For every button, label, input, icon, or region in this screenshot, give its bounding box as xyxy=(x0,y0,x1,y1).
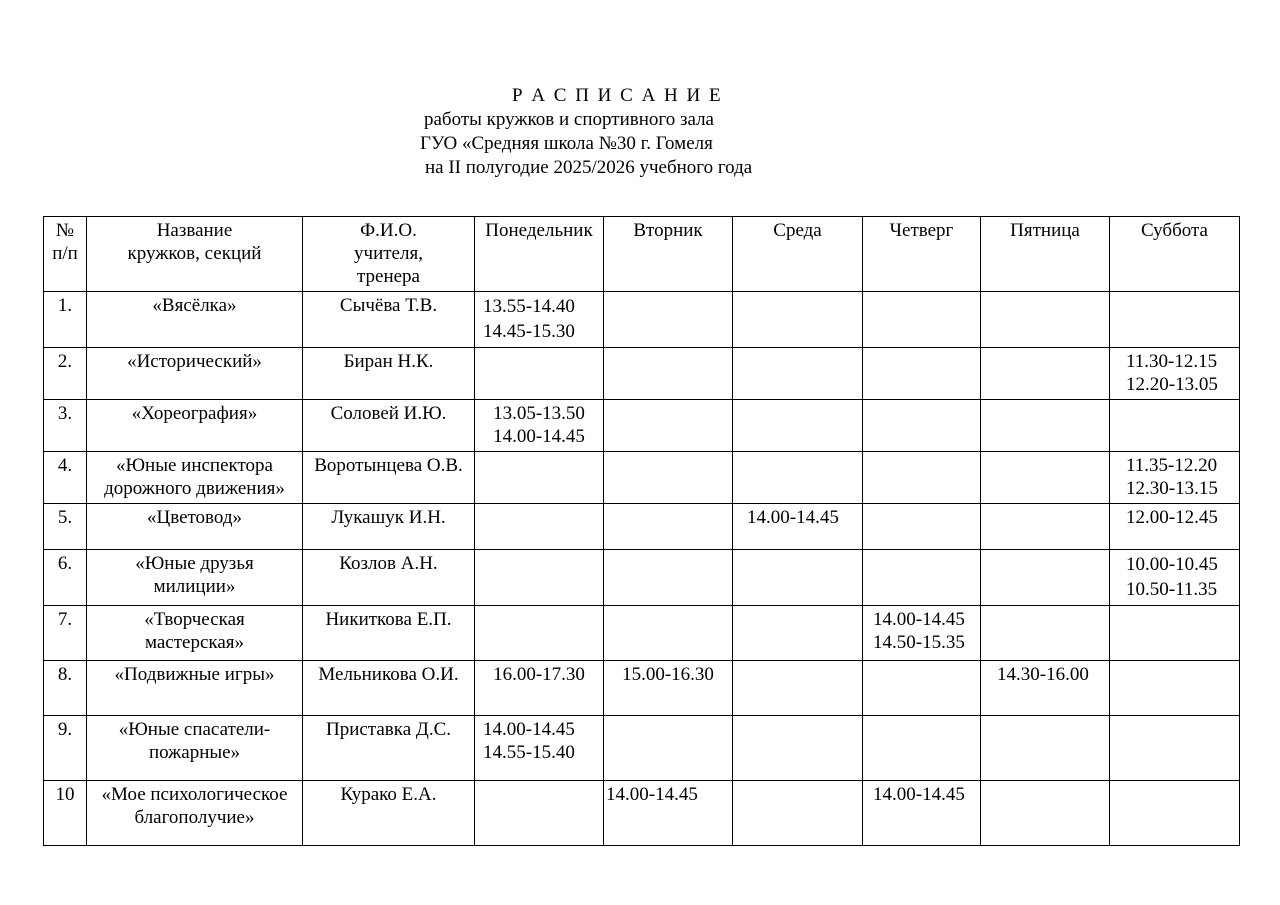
club-name: «Юные спасатели- пожарные» xyxy=(87,716,303,781)
time-slot: 14.00-14.45 xyxy=(873,784,965,805)
time-cell-saturday xyxy=(1110,348,1240,400)
teacher-name: Биран Н.К. xyxy=(303,348,475,400)
time-cell-thursday xyxy=(863,292,981,348)
club-name: «Вясёлка» xyxy=(87,292,303,348)
time-slot: 12.20-13.05 xyxy=(1126,374,1218,395)
table-row xyxy=(44,716,1240,781)
time-cell-friday xyxy=(981,550,1110,606)
time-slot: 11.35-12.20 xyxy=(1126,455,1218,476)
time-cell-friday xyxy=(981,292,1110,348)
time-cell-tuesday xyxy=(604,781,733,846)
table-row xyxy=(44,452,1240,504)
schedule-table xyxy=(43,216,1240,846)
time-cell-saturday xyxy=(1110,292,1240,348)
col-header-tuesday: Вторник xyxy=(604,217,733,292)
time-slot: 14.00-14.45 xyxy=(747,507,839,528)
time-cell-friday xyxy=(981,504,1110,550)
subtitle-line-3: на II полугодие 2025/2026 учебного года xyxy=(425,157,753,178)
time-cell-tuesday xyxy=(604,348,733,400)
table-header-row xyxy=(44,217,1240,292)
time-cell-wednesday xyxy=(733,348,863,400)
time-cell-saturday xyxy=(1110,606,1240,661)
time-cell-friday xyxy=(981,606,1110,661)
club-name: «Подвижные игры» xyxy=(87,661,303,716)
teacher-name: Козлов А.Н. xyxy=(303,550,475,606)
time-cell-saturday xyxy=(1110,452,1240,504)
row-number: 3. xyxy=(44,400,87,452)
time-cell-thursday xyxy=(863,400,981,452)
time-slot: 14.50-15.35 xyxy=(873,632,965,653)
table-row xyxy=(44,348,1240,400)
teacher-name: Курако Е.А. xyxy=(303,781,475,846)
col-header-saturday: Суббота xyxy=(1110,217,1240,292)
time-cell-friday xyxy=(981,452,1110,504)
time-slot: 14.30-16.00 xyxy=(997,664,1089,685)
teacher-name: Сычёва Т.В. xyxy=(303,292,475,348)
teacher-name: Лукашук И.Н. xyxy=(303,504,475,550)
row-number: 8. xyxy=(44,661,87,716)
col-header-teacher: Ф.И.О. учителя, тренера xyxy=(303,217,475,292)
table-row xyxy=(44,400,1240,452)
time-cell-friday xyxy=(981,781,1110,846)
club-name: «Мое психологическое благополучие» xyxy=(87,781,303,846)
time-cell-monday xyxy=(475,606,604,661)
time-cell-saturday xyxy=(1110,400,1240,452)
club-name: «Творческая мастерская» xyxy=(87,606,303,661)
time-cell-wednesday xyxy=(733,452,863,504)
time-cell-tuesday xyxy=(604,606,733,661)
time-cell-monday xyxy=(475,348,604,400)
time-cell-monday xyxy=(475,550,604,606)
time-cell-thursday xyxy=(863,452,981,504)
time-slot: 11.30-12.15 xyxy=(1126,351,1218,372)
row-number: 1. xyxy=(44,292,87,348)
teacher-name: Приставка Д.С. xyxy=(303,716,475,781)
row-number: 9. xyxy=(44,716,87,781)
time-cell-wednesday xyxy=(733,504,863,550)
table-row xyxy=(44,661,1240,716)
time-cell-thursday xyxy=(863,606,981,661)
time-cell-saturday xyxy=(1110,504,1240,550)
time-slot: 10.00-10.45 xyxy=(1126,554,1218,575)
time-cell-thursday xyxy=(863,550,981,606)
club-name: «Юные друзья милиции» xyxy=(87,550,303,606)
col-header-monday: Понедельник xyxy=(475,217,604,292)
time-cell-monday xyxy=(475,716,604,781)
row-number: 2. xyxy=(44,348,87,400)
time-cell-tuesday xyxy=(604,716,733,781)
time-slot: 10.50-11.35 xyxy=(1126,579,1218,600)
time-cell-wednesday xyxy=(733,292,863,348)
club-name: «Юные инспектора дорожного движения» xyxy=(87,452,303,504)
time-cell-saturday xyxy=(1110,781,1240,846)
time-slot: 14.00-14.45 xyxy=(873,609,965,630)
row-number: 4. xyxy=(44,452,87,504)
col-header-name: Название кружков, секций xyxy=(87,217,303,292)
time-cell-saturday xyxy=(1110,716,1240,781)
time-cell-monday xyxy=(475,452,604,504)
time-slot: 14.00-14.45 xyxy=(493,426,585,447)
row-number: 5. xyxy=(44,504,87,550)
time-slot: 16.00-17.30 xyxy=(493,664,585,685)
time-cell-thursday xyxy=(863,504,981,550)
teacher-name: Мельникова О.И. xyxy=(303,661,475,716)
time-slot: 13.55-14.40 xyxy=(483,296,575,317)
row-number: 7. xyxy=(44,606,87,661)
row-number: 10 xyxy=(44,781,87,846)
time-cell-wednesday xyxy=(733,781,863,846)
time-cell-monday xyxy=(475,400,604,452)
time-cell-saturday xyxy=(1110,550,1240,606)
time-cell-tuesday xyxy=(604,452,733,504)
col-header-thursday: Четверг xyxy=(863,217,981,292)
time-slot: 12.00-12.45 xyxy=(1126,507,1218,528)
table-row xyxy=(44,504,1240,550)
table-row xyxy=(44,550,1240,606)
subtitle-line-2: ГУО «Средняя школа №30 г. Гомеля xyxy=(420,133,713,154)
time-slot: 14.00-14.45 xyxy=(483,719,575,740)
time-cell-friday xyxy=(981,716,1110,781)
time-cell-tuesday xyxy=(604,504,733,550)
subtitle-line-1: работы кружков и спортивного зала xyxy=(424,109,714,130)
time-cell-friday xyxy=(981,348,1110,400)
time-slot: 12.30-13.15 xyxy=(1126,478,1218,499)
time-slot: 14.55-15.40 xyxy=(483,742,575,763)
time-cell-wednesday xyxy=(733,400,863,452)
col-header-num: № п/п xyxy=(44,217,87,292)
teacher-name: Никиткова Е.П. xyxy=(303,606,475,661)
table-row xyxy=(44,606,1240,661)
time-cell-thursday xyxy=(863,661,981,716)
col-header-wednesday: Среда xyxy=(733,217,863,292)
club-name: «Цветовод» xyxy=(87,504,303,550)
time-cell-wednesday xyxy=(733,550,863,606)
time-cell-wednesday xyxy=(733,661,863,716)
time-slot: 13.05-13.50 xyxy=(493,403,585,424)
time-cell-wednesday xyxy=(733,606,863,661)
time-slot: 14.00-14.45 xyxy=(606,784,698,805)
time-cell-tuesday xyxy=(604,400,733,452)
time-cell-saturday xyxy=(1110,661,1240,716)
time-cell-thursday xyxy=(863,781,981,846)
club-name: «Хореография» xyxy=(87,400,303,452)
time-slot: 15.00-16.30 xyxy=(622,664,714,685)
row-number: 6. xyxy=(44,550,87,606)
time-cell-monday xyxy=(475,781,604,846)
time-cell-tuesday xyxy=(604,550,733,606)
time-cell-monday xyxy=(475,504,604,550)
time-cell-thursday xyxy=(863,348,981,400)
col-header-friday: Пятница xyxy=(981,217,1110,292)
table-row xyxy=(44,292,1240,348)
time-cell-tuesday xyxy=(604,292,733,348)
time-cell-wednesday xyxy=(733,716,863,781)
time-cell-thursday xyxy=(863,716,981,781)
time-cell-tuesday xyxy=(604,661,733,716)
teacher-name: Соловей И.Ю. xyxy=(303,400,475,452)
time-cell-friday xyxy=(981,661,1110,716)
teacher-name: Воротынцева О.В. xyxy=(303,452,475,504)
club-name: «Исторический» xyxy=(87,348,303,400)
page-title: Р А С П И С А Н И Е xyxy=(512,85,723,106)
time-slot: 14.45-15.30 xyxy=(483,321,575,342)
time-cell-monday xyxy=(475,292,604,348)
table-row xyxy=(44,781,1240,846)
time-cell-friday xyxy=(981,400,1110,452)
time-cell-monday xyxy=(475,661,604,716)
